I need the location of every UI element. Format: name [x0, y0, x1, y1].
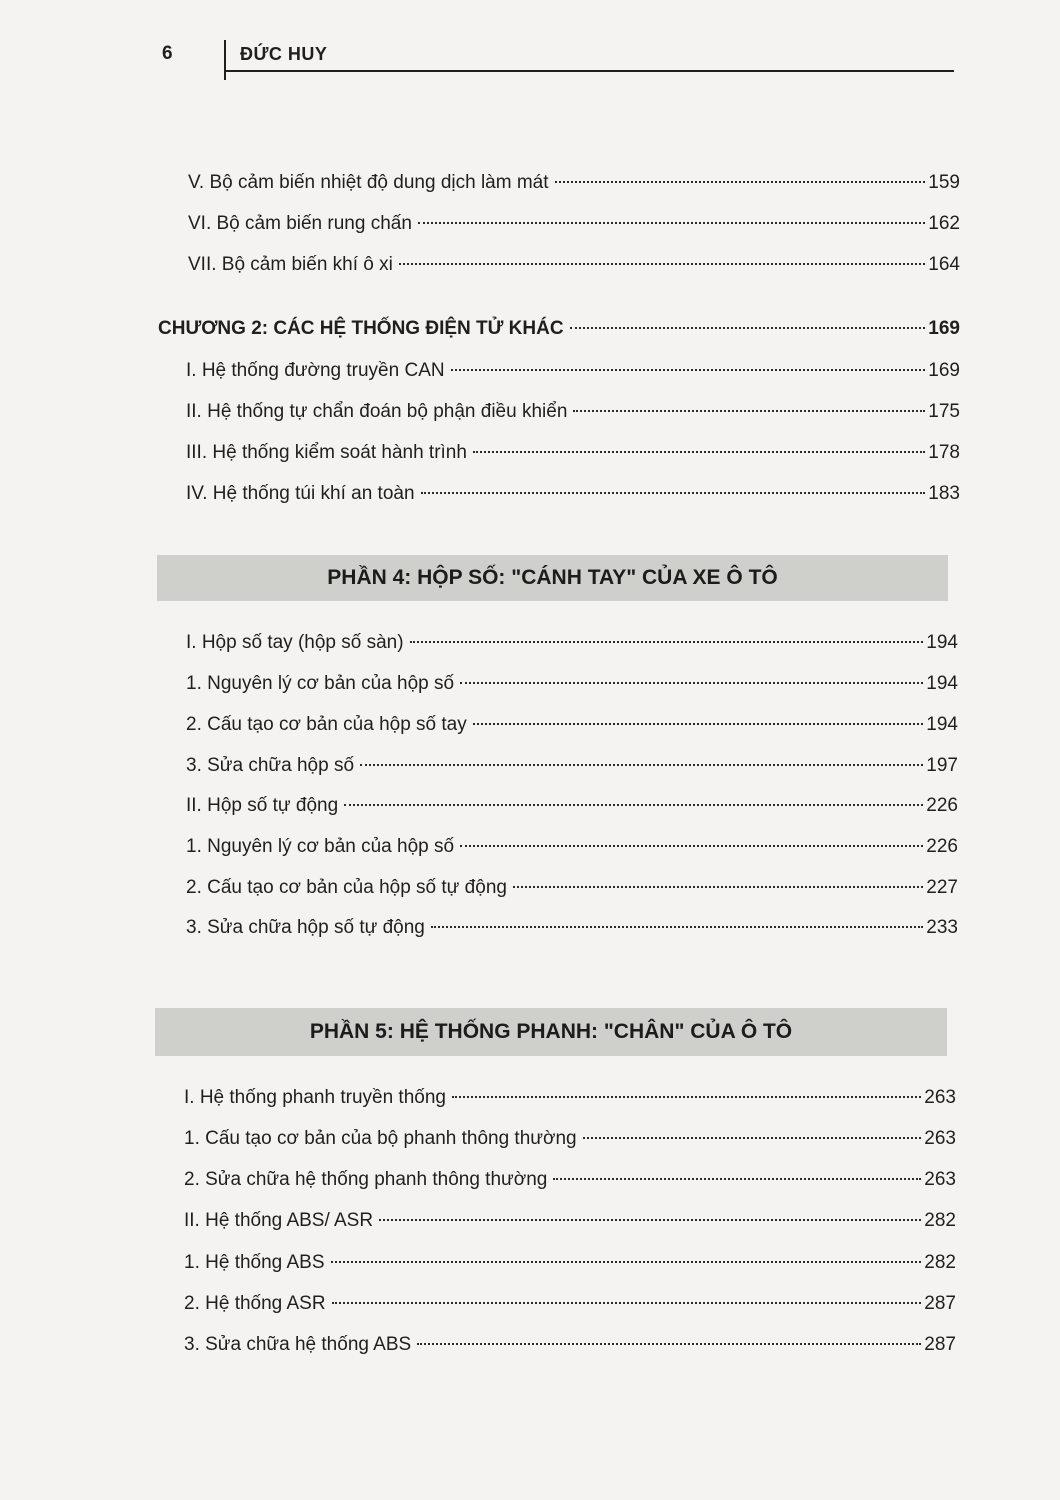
leader-dots — [460, 845, 923, 847]
toc-entry — [188, 211, 960, 237]
toc-entry-label: II. Hệ thống ABS/ ASR — [184, 1210, 374, 1231]
chapter-heading-label: CHƯƠNG 2: CÁC HỆ THỐNG ĐIỆN TỬ KHÁC — [158, 318, 564, 339]
toc-entry-label: 2. Cấu tạo cơ bản của hộp số tay — [186, 714, 467, 735]
toc-entry-page: 233 — [926, 917, 958, 938]
header-rule — [224, 70, 954, 72]
leader-dots — [513, 886, 923, 888]
toc-entry-label: 1. Cấu tạo cơ bản của bộ phanh thông thường — [184, 1128, 577, 1149]
toc-entry-page: 263 — [924, 1087, 956, 1108]
toc-entry-page: 227 — [926, 877, 958, 898]
toc-entry-page: 169 — [928, 360, 960, 381]
toc-entry-page: 287 — [924, 1293, 956, 1314]
leader-dots — [418, 222, 925, 224]
toc-entry — [186, 793, 958, 819]
toc-entry-label: 3. Sửa chữa hộp số tự động — [186, 917, 425, 938]
header-divider — [224, 40, 226, 80]
toc-entry — [186, 481, 960, 507]
part-5-title: PHẦN 5: HỆ THỐNG PHANH: "CHÂN" CỦA Ô TÔ — [309, 1020, 793, 1043]
toc-entry-page: 175 — [928, 401, 960, 422]
toc-entry — [186, 712, 958, 738]
leader-dots — [360, 764, 923, 766]
toc-entry-label: VI. Bộ cảm biến rung chấn — [188, 213, 412, 234]
toc-entry-label: II. Hộp số tự động — [186, 795, 339, 816]
toc-entry-label: 3. Sửa chữa hộp số — [186, 755, 355, 776]
toc-entry-page: 287 — [924, 1334, 956, 1355]
toc-entry-page: 194 — [926, 673, 958, 694]
toc-entry-page: 194 — [926, 632, 958, 653]
toc-entry-page: 226 — [926, 795, 958, 816]
leader-dots — [417, 1343, 921, 1345]
leader-dots — [332, 1302, 922, 1304]
toc-entry-page: 282 — [924, 1210, 956, 1231]
toc-entry-label: 1. Nguyên lý cơ bản của hộp số — [186, 836, 455, 857]
toc-entry — [186, 671, 958, 697]
leader-dots — [344, 804, 923, 806]
toc-entry — [186, 834, 958, 860]
toc-entry-page: 263 — [924, 1128, 956, 1149]
chapter-heading-page: 169 — [928, 318, 960, 339]
leader-dots — [460, 682, 923, 684]
toc-entry-label: 3. Sửa chữa hệ thống ABS — [184, 1334, 412, 1355]
toc-entry — [184, 1291, 956, 1317]
leader-dots — [570, 327, 926, 329]
leader-dots — [410, 641, 924, 643]
page-header — [162, 40, 954, 80]
toc-entry — [188, 170, 960, 196]
leader-dots — [421, 492, 926, 494]
leader-dots — [573, 410, 925, 412]
toc-entry — [186, 915, 958, 941]
toc-entry-page: 282 — [924, 1252, 956, 1273]
toc-entry-label: I. Hộp số tay (hộp số sàn) — [186, 632, 404, 653]
leader-dots — [451, 369, 926, 371]
leader-dots — [473, 451, 925, 453]
toc-entry — [184, 1332, 956, 1358]
toc-entry-label: 2. Cấu tạo cơ bản của hộp số tự động — [186, 877, 507, 898]
part-4-heading — [157, 555, 948, 601]
toc-entry-label: I. Hệ thống phanh truyền thống — [184, 1087, 446, 1108]
leader-dots — [399, 263, 925, 265]
toc-entry — [184, 1126, 956, 1152]
toc-entry-label: 1. Nguyên lý cơ bản của hộp số — [186, 673, 455, 694]
toc-entry-label: 2. Hệ thống ASR — [184, 1293, 326, 1314]
leader-dots — [555, 181, 926, 183]
toc-entry-page: 194 — [926, 714, 958, 735]
toc-entry-label: VII. Bộ cảm biến khí ô xi — [188, 254, 393, 275]
toc-entry — [186, 753, 958, 779]
toc-entry-label: 1. Hệ thống ABS — [184, 1252, 325, 1273]
toc-entry — [184, 1208, 956, 1234]
leader-dots — [379, 1219, 921, 1221]
toc-entry-page: 164 — [928, 254, 960, 275]
toc-entry-page: 197 — [926, 755, 958, 776]
toc-entry — [184, 1250, 956, 1276]
running-header-author: ĐỨC HUY — [240, 44, 328, 64]
toc-entry — [186, 399, 960, 425]
toc-entry — [186, 358, 960, 384]
toc-entry-page: 263 — [924, 1169, 956, 1190]
chapter-heading — [158, 316, 960, 342]
leader-dots — [553, 1178, 921, 1180]
toc-entry-label: 2. Sửa chữa hệ thống phanh thông thường — [184, 1169, 548, 1190]
toc-entry-label: V. Bộ cảm biến nhiệt độ dung dịch làm mát — [188, 172, 549, 193]
toc-entry — [188, 252, 960, 278]
part-4-title: PHẦN 4: HỘP SỐ: "CÁNH TAY" CỦA XE Ô TÔ — [327, 566, 778, 589]
leader-dots — [452, 1096, 921, 1098]
toc-entry-page: 178 — [928, 442, 960, 463]
toc-entry — [184, 1085, 956, 1111]
toc-entry-page: 162 — [928, 213, 960, 234]
toc-entry-label: III. Hệ thống kiểm soát hành trình — [186, 442, 467, 463]
toc-entry — [186, 440, 960, 466]
leader-dots — [431, 926, 923, 928]
toc-entry-label: IV. Hệ thống túi khí an toàn — [186, 483, 415, 504]
page-number: 6 — [162, 43, 173, 64]
toc-entry-label: I. Hệ thống đường truyền CAN — [186, 360, 445, 381]
toc-entry-label: II. Hệ thống tự chẩn đoán bộ phận điều khiển — [186, 401, 568, 422]
toc-entry — [186, 875, 958, 901]
leader-dots — [331, 1261, 922, 1263]
toc-entry — [184, 1167, 956, 1193]
part-5-heading — [155, 1008, 947, 1056]
toc-entry-page: 183 — [928, 483, 960, 504]
leader-dots — [583, 1137, 922, 1139]
toc-entry-page: 159 — [928, 172, 960, 193]
toc-entry-page: 226 — [926, 836, 958, 857]
toc-entry — [186, 630, 958, 656]
leader-dots — [473, 723, 924, 725]
